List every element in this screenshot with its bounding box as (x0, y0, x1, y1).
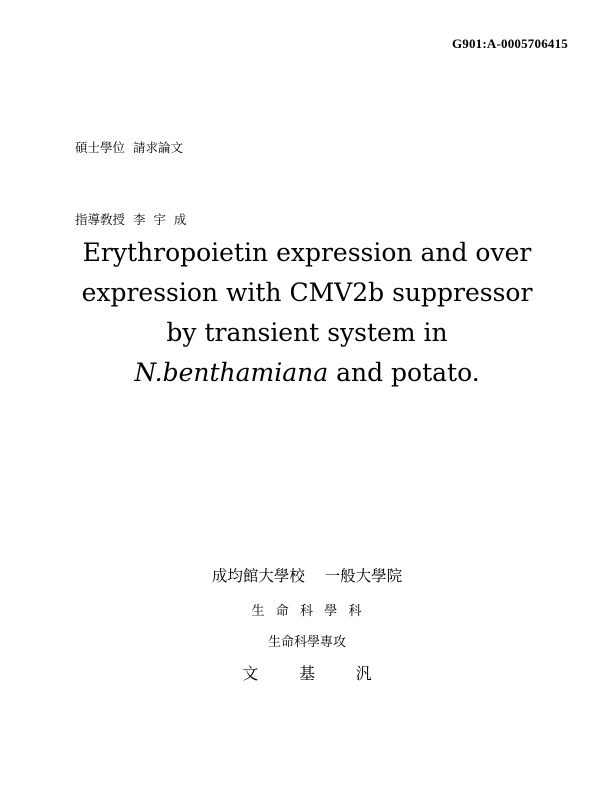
author-name: 文 基 汎 (242, 664, 372, 683)
major-name: 生命科學專攻 (267, 635, 346, 650)
degree-type: 碩士學位 請求論文 (75, 140, 183, 155)
university-name: 成均館大學校 一般大學院 (211, 567, 403, 585)
species-name: N.benthamiana (134, 358, 329, 387)
thesis-title (0, 233, 614, 393)
degree-info (75, 88, 186, 256)
title-line-4 (0, 353, 614, 393)
title-line-2: expression with CMV2b suppressor (81, 278, 533, 307)
department-name: 生 命 科 學 科 (251, 604, 363, 619)
title-line-4-rest: and potato. (328, 358, 480, 387)
title-line-1: Erythropoietin expression and over (82, 238, 532, 267)
advisor: 指導敎授 李 宇 成 (75, 212, 187, 227)
document-id: G901:A-0005706415 (451, 36, 568, 51)
title-line-3: by transient system in (166, 318, 448, 347)
